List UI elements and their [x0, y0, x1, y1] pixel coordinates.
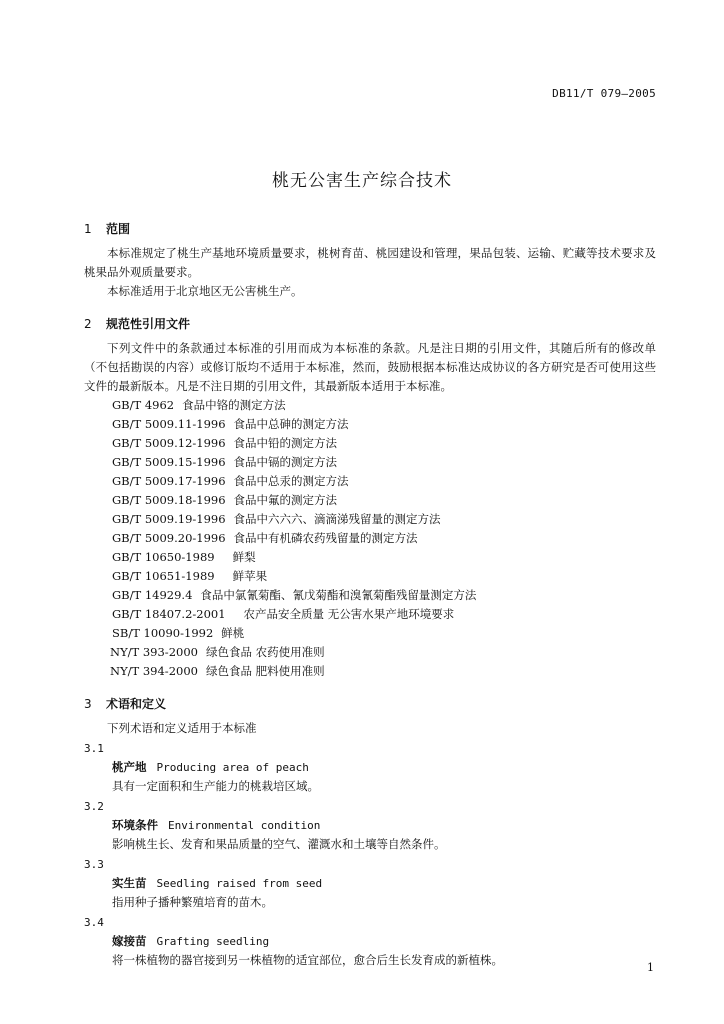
term-number: 3.4: [84, 916, 104, 929]
term-entry: [84, 932, 656, 951]
term-english: Seedling raised from seed: [156, 877, 323, 890]
section-number: 1: [84, 222, 92, 236]
reference-item: [84, 491, 656, 510]
paragraph: 下列术语和定义适用于本标准: [107, 721, 257, 735]
term-definition: 指用种子播种繁殖培育的苗木。: [112, 895, 273, 909]
reference-code: GB/T 5009.19-1996: [112, 512, 226, 526]
section-title: 规范性引用文件: [106, 317, 191, 331]
reference-code: NY/T 393-2000: [110, 645, 198, 659]
reference-title: 食品中总汞的测定方法: [233, 474, 349, 488]
term-number: 3.2: [84, 800, 104, 813]
reference-code: GB/T 5009.17-1996: [112, 474, 226, 488]
reference-code: GB/T 18407.2-2001: [112, 607, 226, 621]
term-chinese: 嫁接苗: [112, 934, 147, 948]
section-heading-terms-definitions: [84, 693, 656, 715]
reference-title: 农产品安全质量 无公害水果产地环境要求: [243, 607, 455, 621]
reference-item: [84, 643, 656, 662]
standard-code: DB11/T 079—2005: [552, 87, 656, 100]
term-definition: 影响桃生长、发育和果品质量的空气、灌溉水和土壤等自然条件。: [112, 837, 446, 851]
term-number: 3.1: [84, 742, 104, 755]
term-english: Environmental condition: [168, 819, 321, 832]
section-number: 3: [84, 697, 92, 711]
reference-title: 鲜梨: [232, 550, 256, 564]
page-number: 1: [647, 961, 654, 974]
reference-code: GB/T 10650-1989: [112, 550, 215, 564]
term-english: Producing area of peach: [156, 761, 309, 774]
reference-title: 食品中镉的测定方法: [233, 455, 338, 469]
reference-list: [84, 396, 656, 681]
reference-title: 食品中氯氰菊酯、氰戊菊酯和溴氰菊酯残留量测定方法: [200, 588, 477, 602]
term-entry: [84, 758, 656, 777]
section-heading-normative-references: [84, 313, 656, 335]
paragraph: 下列文件中的条款通过本标准的引用而成为本标准的条款。凡是注日期的引用文件，其随后所有的修改单（不包括勘误的内容）或修订版均不适用于本标准，然而，鼓励根据本标准达成协议的各方研究是否可使用这些文件的最新版本。凡是不注日期的引用文件，其最新版本适用于本标准。: [84, 341, 656, 393]
reference-code: GB/T 5009.12-1996: [112, 436, 226, 450]
reference-code: SB/T 10090-1992: [112, 626, 214, 640]
reference-title: 食品中有机磷农药残留量的测定方法: [233, 531, 418, 545]
reference-title: 鲜桃: [221, 626, 245, 640]
reference-title: 食品中铅的测定方法: [233, 436, 338, 450]
section-number: 2: [84, 317, 92, 331]
term-english: Grafting seedling: [156, 935, 270, 948]
term-chinese: 桃产地: [112, 760, 147, 774]
term-entry: [84, 816, 656, 835]
reference-code: GB/T 5009.18-1996: [112, 493, 226, 507]
reference-item: [84, 396, 656, 415]
term-definition: 将一株植物的器官接到另一株植物的适宜部位，愈合后生长发育成的新植株。: [112, 953, 503, 967]
reference-item: [84, 472, 656, 491]
reference-title: 食品中总砷的测定方法: [233, 417, 349, 431]
term-definition: 具有一定面积和生产能力的桃栽培区域。: [112, 779, 319, 793]
term-chinese: 环境条件: [112, 818, 158, 832]
reference-code: GB/T 5009.20-1996: [112, 531, 226, 545]
reference-item: [84, 510, 656, 529]
reference-title: 食品中氟的测定方法: [233, 493, 338, 507]
reference-title: 食品中铬的测定方法: [182, 398, 286, 412]
reference-item: [84, 434, 656, 453]
section-title: 术语和定义: [106, 697, 167, 711]
paragraph: 本标准规定了桃生产基地环境质量要求，桃树育苗、桃园建设和管理，果品包装、运输、贮藏等技术要求及桃果品外观质量要求。: [84, 246, 656, 279]
document-body: [84, 218, 656, 970]
reference-title: 绿色食品 农药使用准则: [205, 645, 325, 659]
reference-item: [84, 453, 656, 472]
reference-code: GB/T 5009.15-1996: [112, 455, 226, 469]
reference-item: [84, 624, 656, 643]
reference-item: [84, 662, 656, 681]
term-chinese: 实生苗: [112, 876, 147, 890]
reference-title: 绿色食品 肥料使用准则: [205, 664, 325, 678]
reference-item: [84, 548, 656, 567]
reference-item: [84, 529, 656, 548]
term-number: 3.3: [84, 858, 104, 871]
reference-code: NY/T 394-2000: [110, 664, 198, 678]
reference-item: [84, 567, 656, 586]
term-entry: [84, 874, 656, 893]
reference-item: [84, 415, 656, 434]
reference-code: GB/T 14929.4: [112, 588, 193, 602]
document-title: 桃无公害生产综合技术: [272, 171, 452, 191]
reference-code: GB/T 5009.11-1996: [112, 417, 226, 431]
reference-title: 食品中六六六、滴滴涕残留量的测定方法: [233, 512, 441, 526]
section-heading-scope: [84, 218, 656, 240]
reference-item: [84, 586, 656, 605]
reference-item: [84, 605, 656, 624]
section-title: 范围: [106, 222, 131, 236]
paragraph: 本标准适用于北京地区无公害桃生产。: [107, 284, 303, 298]
reference-title: 鲜苹果: [232, 569, 268, 583]
reference-code: GB/T 4962: [112, 398, 175, 412]
reference-code: GB/T 10651-1989: [112, 569, 215, 583]
